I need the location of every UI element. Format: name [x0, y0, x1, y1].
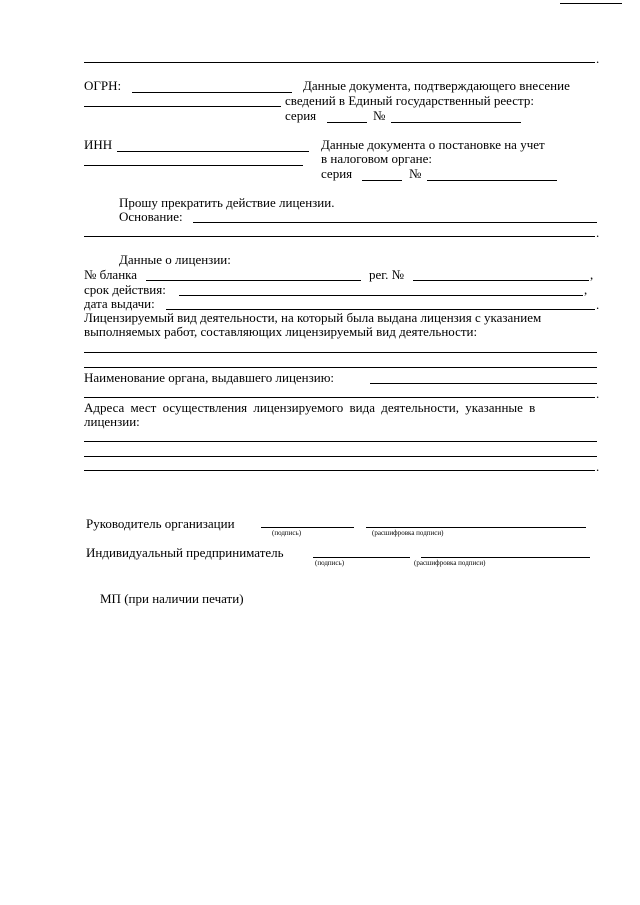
validity-label: срок действия:	[84, 282, 166, 297]
reg-number-label: рег. №	[369, 267, 405, 282]
inn-series-field[interactable]	[362, 180, 402, 181]
address-field-1[interactable]	[84, 441, 597, 442]
inn-doc-text-1: Данные документа о постановке на учет	[321, 137, 545, 152]
inn-label: ИНН	[84, 137, 113, 152]
address-period: .	[596, 459, 600, 474]
stamp-label: МП (при наличии печати)	[100, 591, 244, 606]
activity-field-2[interactable]	[84, 367, 597, 368]
issuer-field[interactable]	[370, 383, 597, 384]
inn-number-label: №	[409, 166, 422, 181]
inn-field-continuation[interactable]	[84, 165, 303, 166]
basis-field-continuation[interactable]	[84, 236, 595, 237]
entrepreneur-signature-caption: (подпись)	[315, 559, 345, 567]
reg-number-comma: ,	[590, 267, 594, 282]
blank-number-label: № бланка	[84, 267, 138, 282]
ogrn-series-label: серия	[285, 108, 317, 123]
activity-text-1: Лицензируемый вид деятельности, на который была выдана лицензия с указанием	[84, 310, 542, 325]
top-line-period: .	[596, 51, 600, 66]
issue-date-label: дата выдачи:	[84, 296, 155, 311]
issue-date-period: .	[596, 297, 600, 312]
address-field-2[interactable]	[84, 456, 597, 457]
inn-number-field[interactable]	[427, 180, 557, 181]
ogrn-doc-text-1: Данные документа, подтверждающего внесение	[303, 78, 570, 93]
entrepreneur-label: Индивидуальный предприниматель	[86, 545, 284, 560]
ogrn-field-continuation[interactable]	[84, 106, 281, 107]
entrepreneur-decoding-field[interactable]	[421, 557, 590, 558]
head-of-org-label: Руководитель организации	[86, 516, 235, 531]
address-text-2: лицензии:	[84, 414, 140, 429]
head-decoding-field[interactable]	[366, 527, 586, 528]
inn-series-label: серия	[321, 166, 353, 181]
top-edge-line	[560, 3, 622, 4]
head-signature-field[interactable]	[261, 527, 354, 528]
issuer-period: .	[596, 386, 600, 401]
ogrn-field[interactable]	[132, 92, 292, 93]
issuer-field-continuation[interactable]	[84, 397, 595, 398]
ogrn-series-field[interactable]	[327, 122, 367, 123]
head-decoding-caption: (расшифровка подписи)	[372, 529, 444, 537]
inn-field[interactable]	[117, 151, 309, 152]
address-field-3[interactable]	[84, 470, 595, 471]
reg-number-field[interactable]	[413, 280, 589, 281]
entrepreneur-decoding-caption: (расшифровка подписи)	[414, 559, 486, 567]
blank-number-field[interactable]	[146, 280, 361, 281]
ogrn-doc-text-2: сведений в Единый государственный реестр:	[285, 93, 534, 108]
issuer-label: Наименование органа, выдавшего лицензию:	[84, 370, 335, 385]
validity-comma: ,	[584, 282, 588, 297]
basis-field[interactable]	[193, 222, 597, 223]
basis-period: .	[596, 225, 600, 240]
entrepreneur-signature-field[interactable]	[313, 557, 410, 558]
ogrn-label: ОГРН:	[84, 78, 122, 93]
activity-field-1[interactable]	[84, 352, 597, 353]
head-signature-caption: (подпись)	[272, 529, 302, 537]
activity-text-2: выполняемых работ, составляющих лицензируемый вид деятельности:	[84, 324, 478, 339]
request-text: Прошу прекратить действие лицензии.	[119, 195, 335, 210]
inn-doc-text-2: в налоговом органе:	[321, 151, 432, 166]
ogrn-number-field[interactable]	[391, 122, 521, 123]
top-blank-line	[84, 62, 595, 63]
validity-field[interactable]	[179, 295, 583, 296]
license-heading: Данные о лицензии:	[119, 252, 231, 267]
basis-label: Основание:	[119, 209, 183, 224]
ogrn-number-label: №	[373, 108, 386, 123]
address-text-1: Адреса мест осуществления лицензируемого вида деятельности, указанные в	[84, 400, 536, 415]
